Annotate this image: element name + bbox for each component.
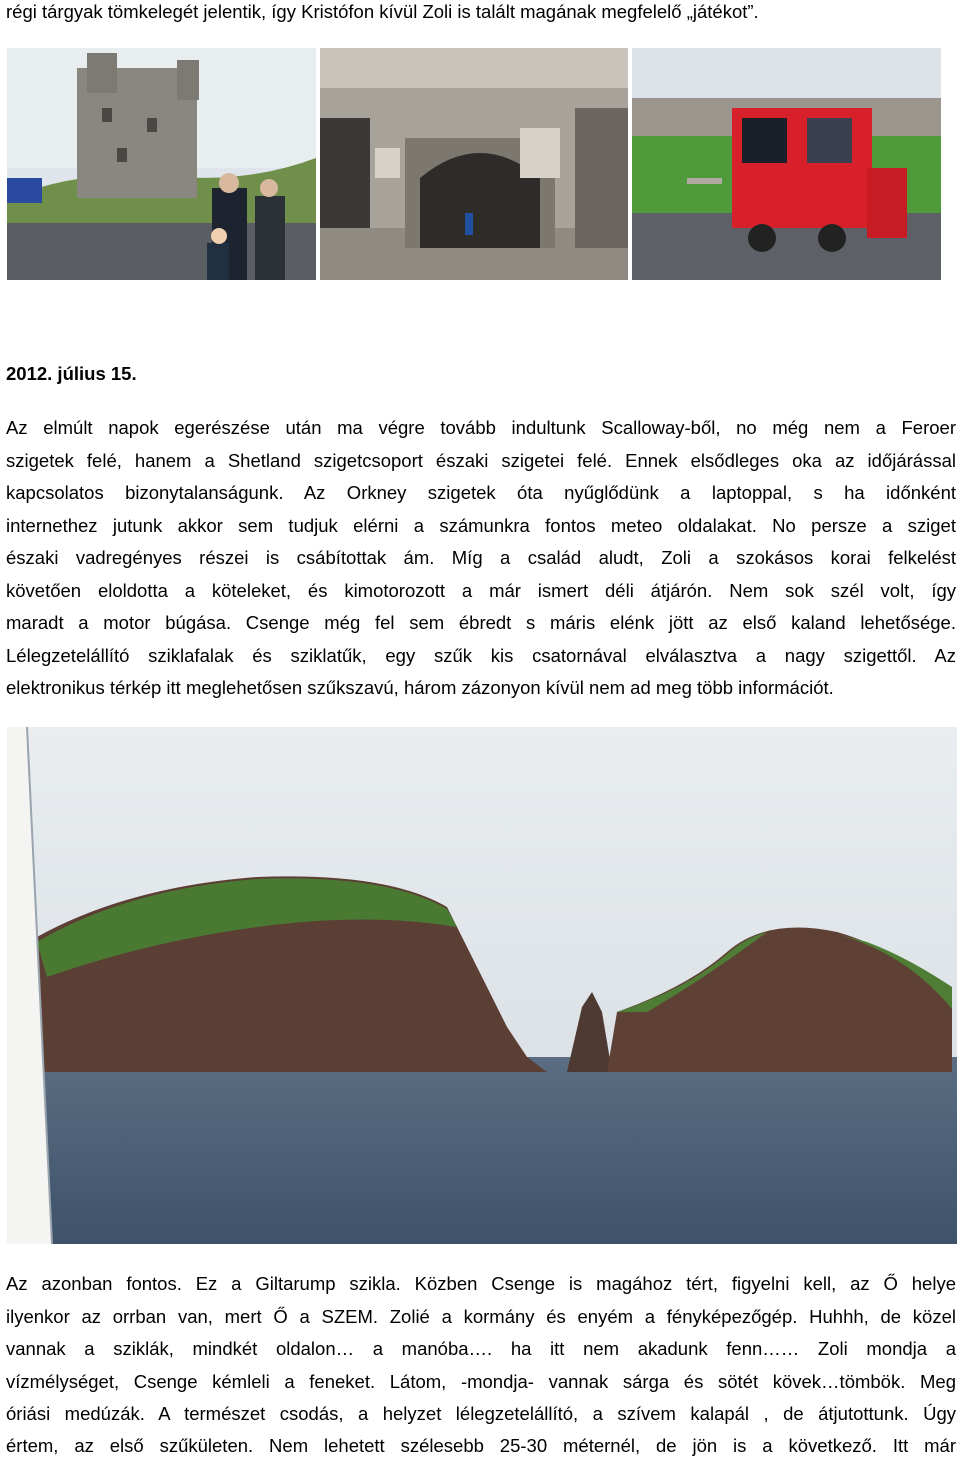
paragraph-line: északi vadregényes részei is csábítottak ám. Míg a család aludt, Zoli a szokásos korai felkelést	[6, 547, 956, 568]
playground-train-photo	[632, 48, 941, 280]
paragraph-line: óriási medúzák. A természet csodás, a helyzet lélegzetelállító, a szívem kalapál , de átjutottunk. Úgy	[6, 1403, 956, 1424]
paragraph-line: vannak a sziklák, mindkét oldalon… a manóba…. ha itt nem akadunk fenn…… Zoli mondja a	[6, 1338, 956, 1359]
paragraph-line: Lélegzetelállító sziklafalak és sziklatűk, egy szűk kis csatornával elválasztva a nagy szigettől. Az	[6, 645, 956, 666]
date-heading: 2012. július 15.	[6, 363, 137, 384]
paragraph-line: követően eloldotta a köteleket, és kimotorozott a már ismert déli átjárón. Nem sok szél volt, így	[6, 580, 956, 601]
paragraph-line: vízmélységet, Csenge kémleli a feneket. Látom, -mondja- vannak sárga és sötét kövek…tömbök. Meg	[6, 1371, 956, 1392]
intro-text-line: régi tárgyak tömkelegét jelentik, így Kristófon kívül Zoli is talált magának megfelelő „játékot”.	[6, 1, 759, 22]
paragraph-line: internethez jutunk akkor sem tudjuk elérni a számunkra fontos meteo oldalakat. No persze a sziget	[6, 515, 956, 536]
paragraph-line: Az azonban fontos. Ez a Giltarump szikla. Közben Csenge is magához tért, figyelni kell, az Ő helye	[6, 1273, 956, 1294]
paragraph-line: szigetek felé, hanem a Shetland szigetcsoport északi szigetei felé. Ennek elsődleges oka az időjárással	[6, 450, 956, 471]
paragraph-line: értem, az első szűkületen. Nem lehetett szélesebb 25-30 méternél, de jön is a következő. Itt már	[6, 1435, 956, 1456]
paragraph-line: Az elmúlt napok egerészése után ma végre tovább indultunk Scalloway-ből, no még nem a Feroer	[6, 417, 956, 438]
stone-ruin-photo	[320, 48, 628, 280]
paragraph-line: ilyenkor az orrban van, mert Ő a SZEM. Zolié a kormány és enyém a fényképezőgép. Huhhh, de közel	[6, 1306, 956, 1327]
sea-cliffs-photo	[7, 727, 957, 1244]
castle-family-photo	[7, 48, 316, 280]
paragraph-line: maradt a motor búgása. Csenge még fel sem ébredt s máris elénk jött az első kaland lehetősége.	[6, 612, 956, 633]
paragraph-line: elektronikus térkép itt meglehetősen szűkszavú, három zázonyon kívül nem ad meg több információt.	[6, 677, 834, 698]
paragraph-line: kapcsolatos bizonytalanságunk. Az Orkney szigetek óta nyűglődünk a laptoppal, s ha időnként	[6, 482, 956, 503]
